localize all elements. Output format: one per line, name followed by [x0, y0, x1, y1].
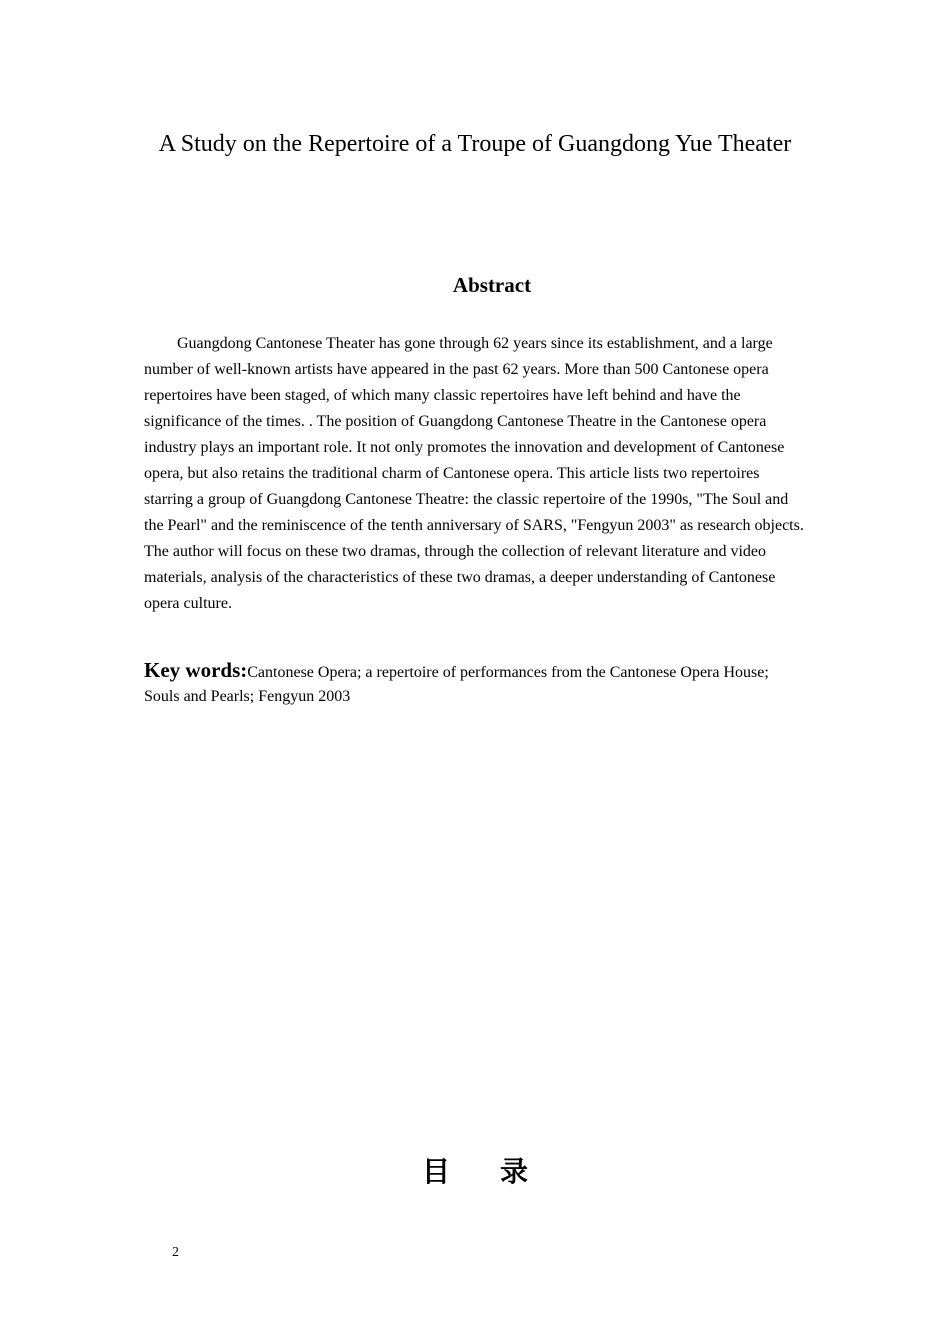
abstract-heading: Abstract	[452, 273, 532, 297]
keywords-text: Cantonese Opera; a repertoire of performances from the Cantonese Opera House; Souls and Pearls; Fengyun 2003	[144, 664, 769, 705]
document-title: A Study on the Repertoire of a Troupe of Guangdong Yue Theater	[158, 131, 792, 157]
keywords-label: Key words:	[144, 658, 248, 682]
abstract-body: Guangdong Cantonese Theater has gone through 62 years since its establishment, and a large number of well-known artists have appeared in the past 62 years. More than 500 Cantonese opera repertoires have been staged, of which many classic repertoires have left behind and have the significance of the times. . The position of Guangdong Cantonese Theatre in the Cantonese opera industry plays an important role. It not only promotes the innovation and development of Cantonese opera, but also retains the traditional charm of Cantonese opera. This article lists two repertoires starring a group of Guangdong Cantonese Theatre: the classic repertoire of the 1990s, "The Soul and the Pearl" and the reminiscence of the tenth anniversary of SARS, "Fengyun 2003" as research objects. The author will focus on these two dramas, through the collection of relevant literature and video materials, analysis of the characteristics of these two dramas, a deeper understanding of Cantonese opera culture.	[144, 335, 804, 612]
toc-heading: 目录	[421, 1155, 578, 1188]
keywords-section	[144, 658, 806, 709]
page-number: 2	[172, 1245, 179, 1260]
